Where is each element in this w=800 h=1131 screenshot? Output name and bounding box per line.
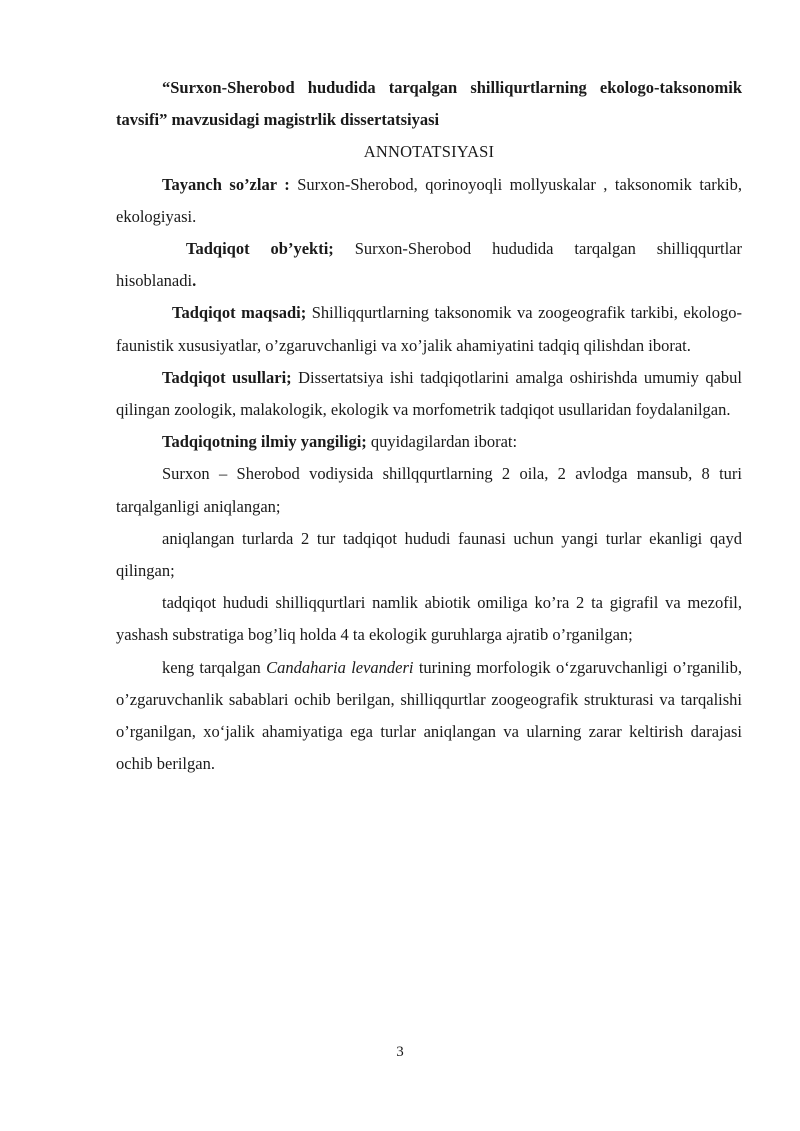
object-paragraph — [116, 233, 742, 297]
page-number: 3 — [396, 1044, 404, 1060]
annotation-heading: ANNOTATSIYASI — [363, 142, 495, 162]
document-title — [116, 72, 742, 136]
object-end: . — [192, 271, 197, 291]
object-label: Tadqiqot ob’yekti; — [186, 239, 334, 259]
list-item: aniqlangan turlarda 2 tur tadqiqot hududi faunasi uchun yangi turlar ekanligi qayd qilingan; — [116, 528, 742, 581]
goal-text: Shilliqqurtlarning taksonomik va zoogeografik tarkibi, ekologo-faunistik xususiyatlar, o’zgaruvchanligi va xo’jalik ahamiyatini tadqiq qilishdan iborat. — [116, 303, 742, 355]
last-item-before: keng tarqalgan — [162, 657, 267, 677]
novelty-label: Tadqiqotning ilmiy yangiligi; — [162, 432, 367, 452]
list-item: Surxon – Sherobod vodiysida shillqqurtlarning 2 oila, 2 avlodga mansub, 8 turi tarqalganligi aniqlangan; — [116, 464, 742, 516]
methods-text: Dissertatsiya ishi tadqiqotlarini amalga oshirishda umumiy qabul qilingan zoologik, malakologik, ekologik va morfometrik tadqiqot usullaridan foydalanilgan. — [116, 367, 742, 420]
species-name: Candaharia levanderi — [266, 657, 414, 677]
novelty-paragraph — [116, 426, 742, 458]
keywords-paragraph — [116, 169, 742, 233]
methods-paragraph — [116, 362, 742, 426]
novelty-text: quyidagilardan iborat: — [366, 432, 518, 452]
list-item-last — [116, 652, 742, 781]
title-text: “Surxon-Sherobod hududida tarqalgan shilliqurtlarning ekologo-taksonomik tavsifi” mavzusidagi magistrlik dissertatsiyasi — [116, 78, 742, 130]
object-text: Surxon-Sherobod hududida tarqalgan shilliqqurtlar hisoblanadi — [116, 239, 743, 291]
goal-paragraph — [116, 297, 742, 361]
list-item: tadqiqot hududi shilliqqurtlari namlik abiotik omiliga ko’ra 2 ta gigrafil va mezofil, yashash substratiga bog’liq holda 4 ta ekologik guruhlarga ajratib o’rganilgan; — [116, 593, 742, 645]
keywords-text: Surxon-Sherobod, qorinoyoqli mollyuskalar , taksonomik tarkib, ekologiyasi. — [116, 174, 742, 226]
goal-label: Tadqiqot maqsadi; — [172, 303, 307, 323]
last-item-after: turining morfologik o‘zgaruvchanligi o’rganilib, o’zgaruvchanlik sabablari ochib berilgan, shilliqqurtlar zoogeografik strukturasi va tarqalishi o’rganilgan, xo‘jalik ahamiyatiga ega turlar aniqlangan va ularning zarar keltirish darajasi ochib berilgan. — [116, 657, 742, 774]
document-page — [116, 72, 742, 780]
methods-label: Tadqiqot usullari; — [162, 367, 292, 387]
keywords-label: Tayanch so’zlar : — [162, 174, 290, 194]
